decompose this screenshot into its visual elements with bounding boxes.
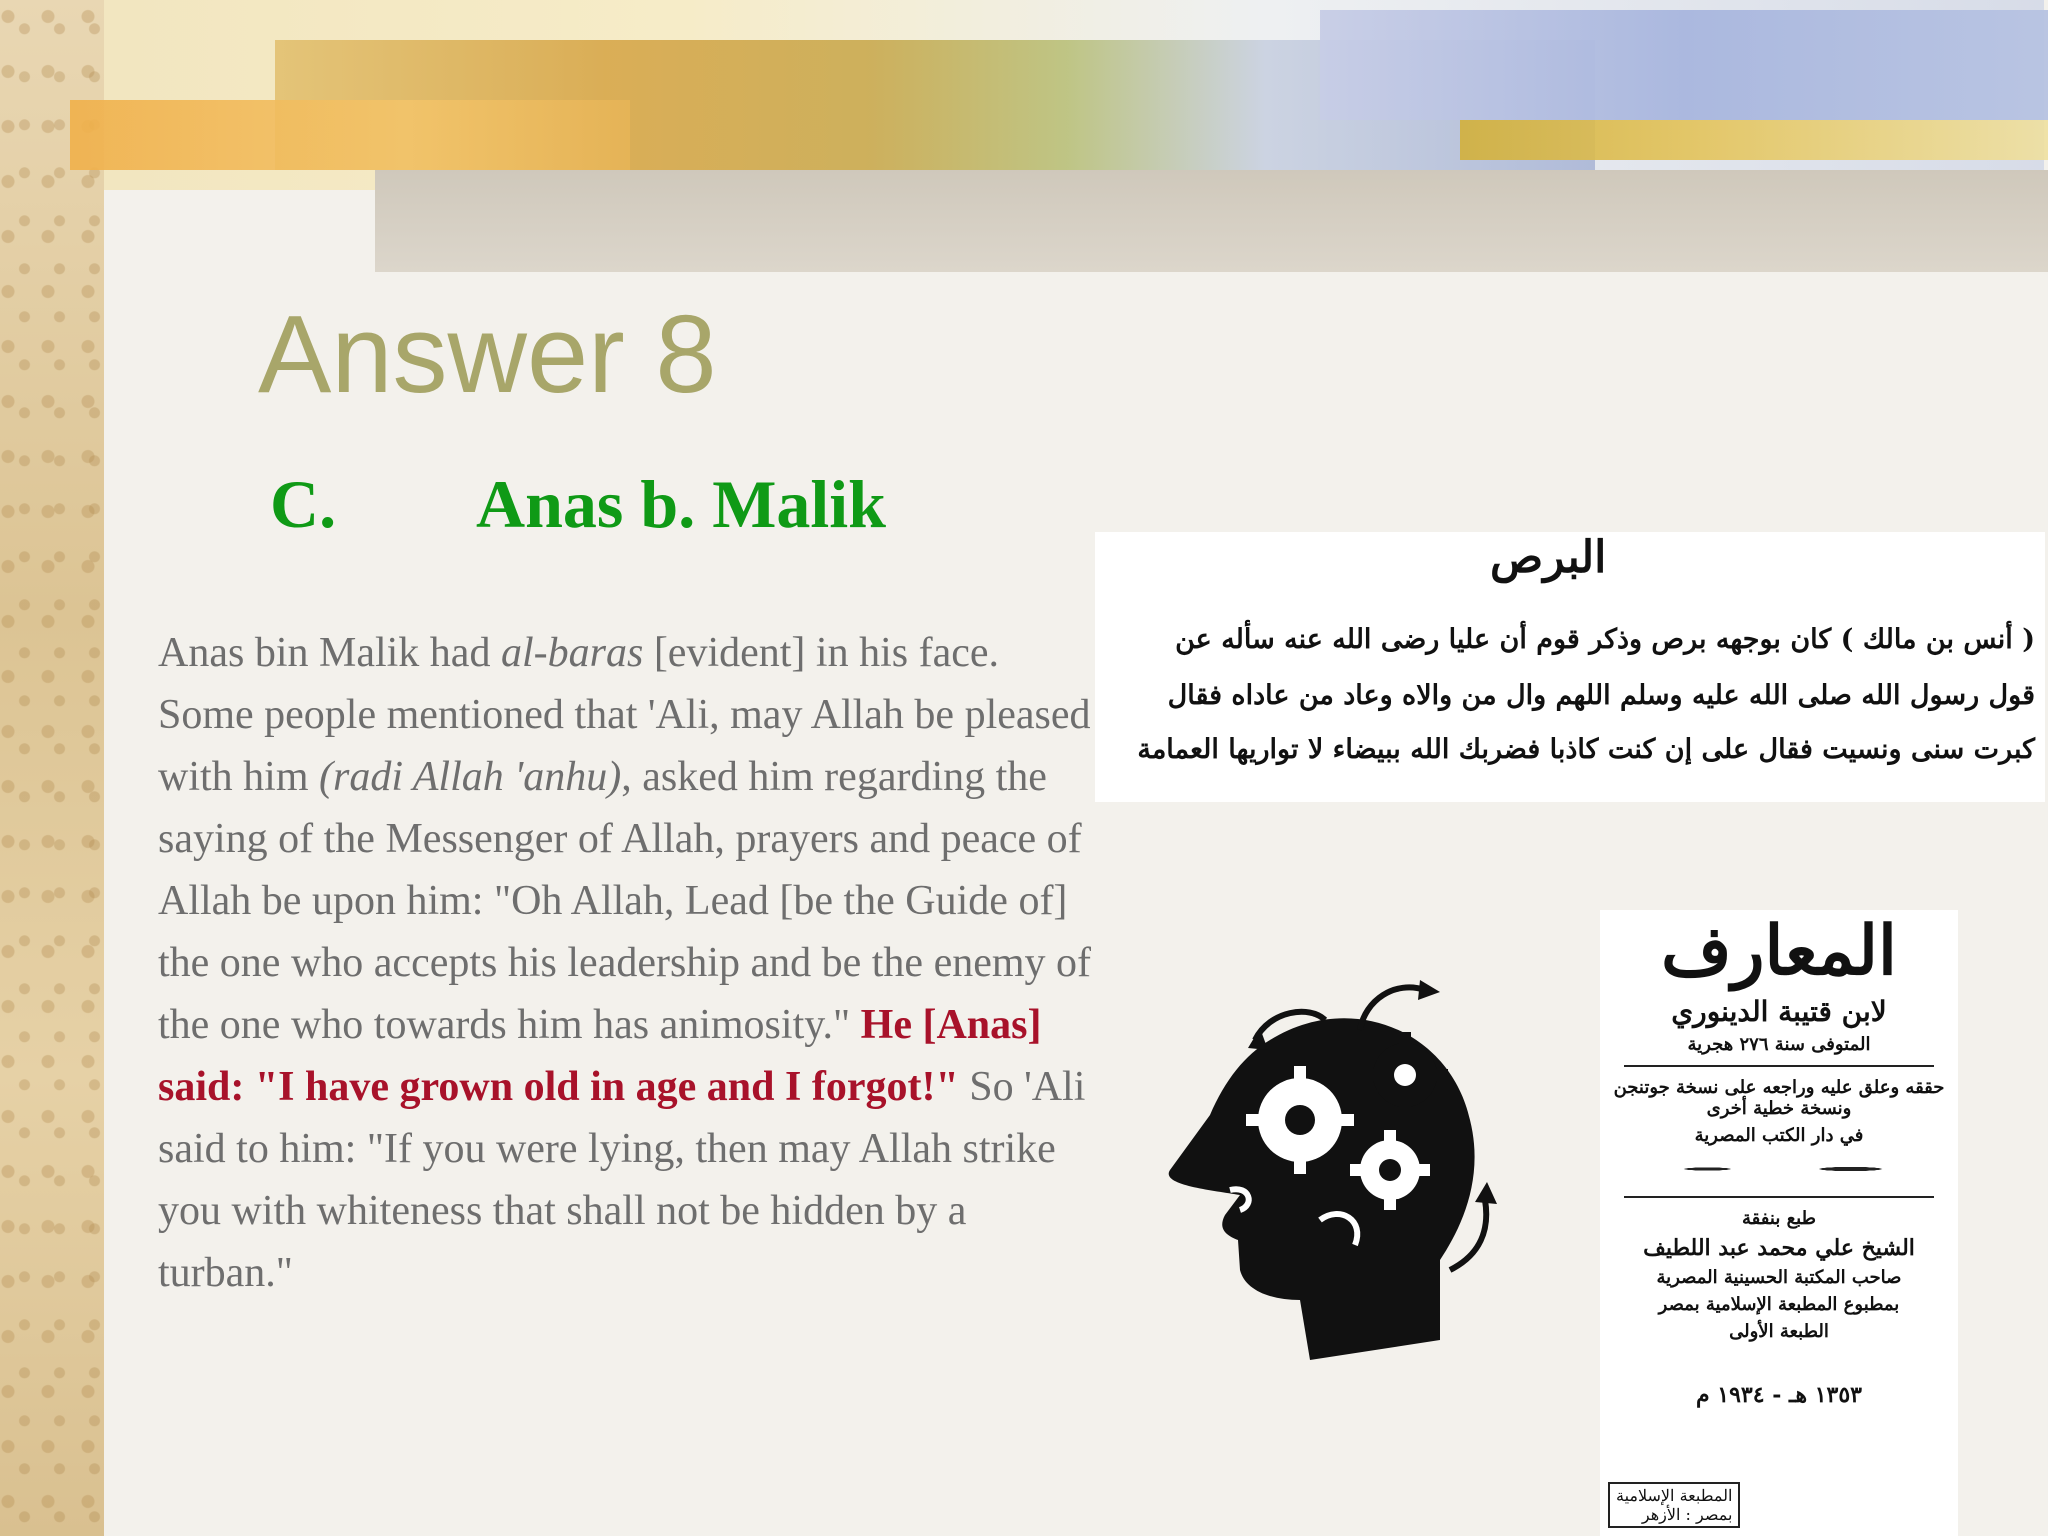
cover-title: المعارف <box>1661 911 1897 991</box>
cover-stamp <box>1608 1482 1740 1528</box>
slide-title: Answer 8 <box>258 293 717 416</box>
body-paragraph <box>158 622 1103 1442</box>
arabic-scan-excerpt <box>1095 532 2045 802</box>
stamp-line-1: المطبعة الإسلامية <box>1616 1486 1733 1505</box>
cover-publisher-role: صاحب المكتبة الحسينية المصرية <box>1656 1266 1902 1288</box>
head-gears-icon <box>1150 970 1510 1390</box>
answer-text: Anas b. Malik <box>476 466 886 542</box>
body-part-3: , asked him regarding the saying of the Messenger of Allah, prayers and peace of Allah be upon him: "Oh Allah, Lead [be the Guide of] the one who accepts his leadership and be the enemy of the one who towards him has animosity." <box>158 754 1092 1048</box>
body-part-2: [evident] in his face. Some people mentioned that 'Ali, may Allah be pleased with him <box>158 630 1091 800</box>
scan-heading: البرص <box>1490 532 1607 583</box>
cover-author: لابن قتيبة الدينوري <box>1671 994 1887 1028</box>
cover-press: بمطبوع المطبعة الإسلامية بمصر <box>1658 1293 1900 1315</box>
body-honorific: (radi Allah 'anhu) <box>319 754 622 800</box>
body-part-1: Anas bin Malik had <box>158 630 501 676</box>
cover-printed: طبع بنفقة <box>1742 1207 1816 1229</box>
scan-line-2: قول رسول الله صلى الله عليه وسلم اللهم وال من والاه وعاد من عاداه فقال <box>1167 680 2035 711</box>
cover-publisher: الشيخ علي محمد عبد اللطيف <box>1643 1234 1915 1261</box>
cover-died: المتوفى سنة ٢٧٦ هجرية <box>1687 1033 1871 1055</box>
stamp-line-2: بمصر : الأزهر <box>1641 1505 1733 1524</box>
cover-note-2: في دار الكتب المصرية <box>1694 1124 1864 1146</box>
body-highlight: He [Anas] said: "I have grown old in age and I forgot!" <box>158 1002 1042 1110</box>
body-term: al-baras <box>500 630 644 676</box>
body-part-4: So 'Ali said to him: "If you were lying, then may Allah strike you with whiteness that shall not be hidden by a turban." <box>158 1064 1086 1296</box>
header-banner <box>0 0 2048 272</box>
cover-note-1: حققه وعلق عليه وراجعه على نسخة جوتنجن ونسخة خطية أخرى <box>1613 1076 1945 1119</box>
scan-line-3: كبرت سنى ونسيت فقال على إن كنت كاذبا فضربك الله ببيضاء لا تواريها العمامة <box>1137 734 2035 765</box>
cover-date: ١٣٥٣ هـ - ١٩٣٤ م <box>1696 1381 1862 1408</box>
scan-line-1: ( أنس بن مالك ) كان بوجهه برص وذكر قوم أن عليا رضى الله عنه سأله عن <box>1175 624 2035 655</box>
answer-line <box>270 466 886 542</box>
cover-edition: الطبعة الأولى <box>1729 1320 1829 1342</box>
book-cover-scan <box>1600 910 1958 1536</box>
answer-letter: C. <box>270 466 337 542</box>
